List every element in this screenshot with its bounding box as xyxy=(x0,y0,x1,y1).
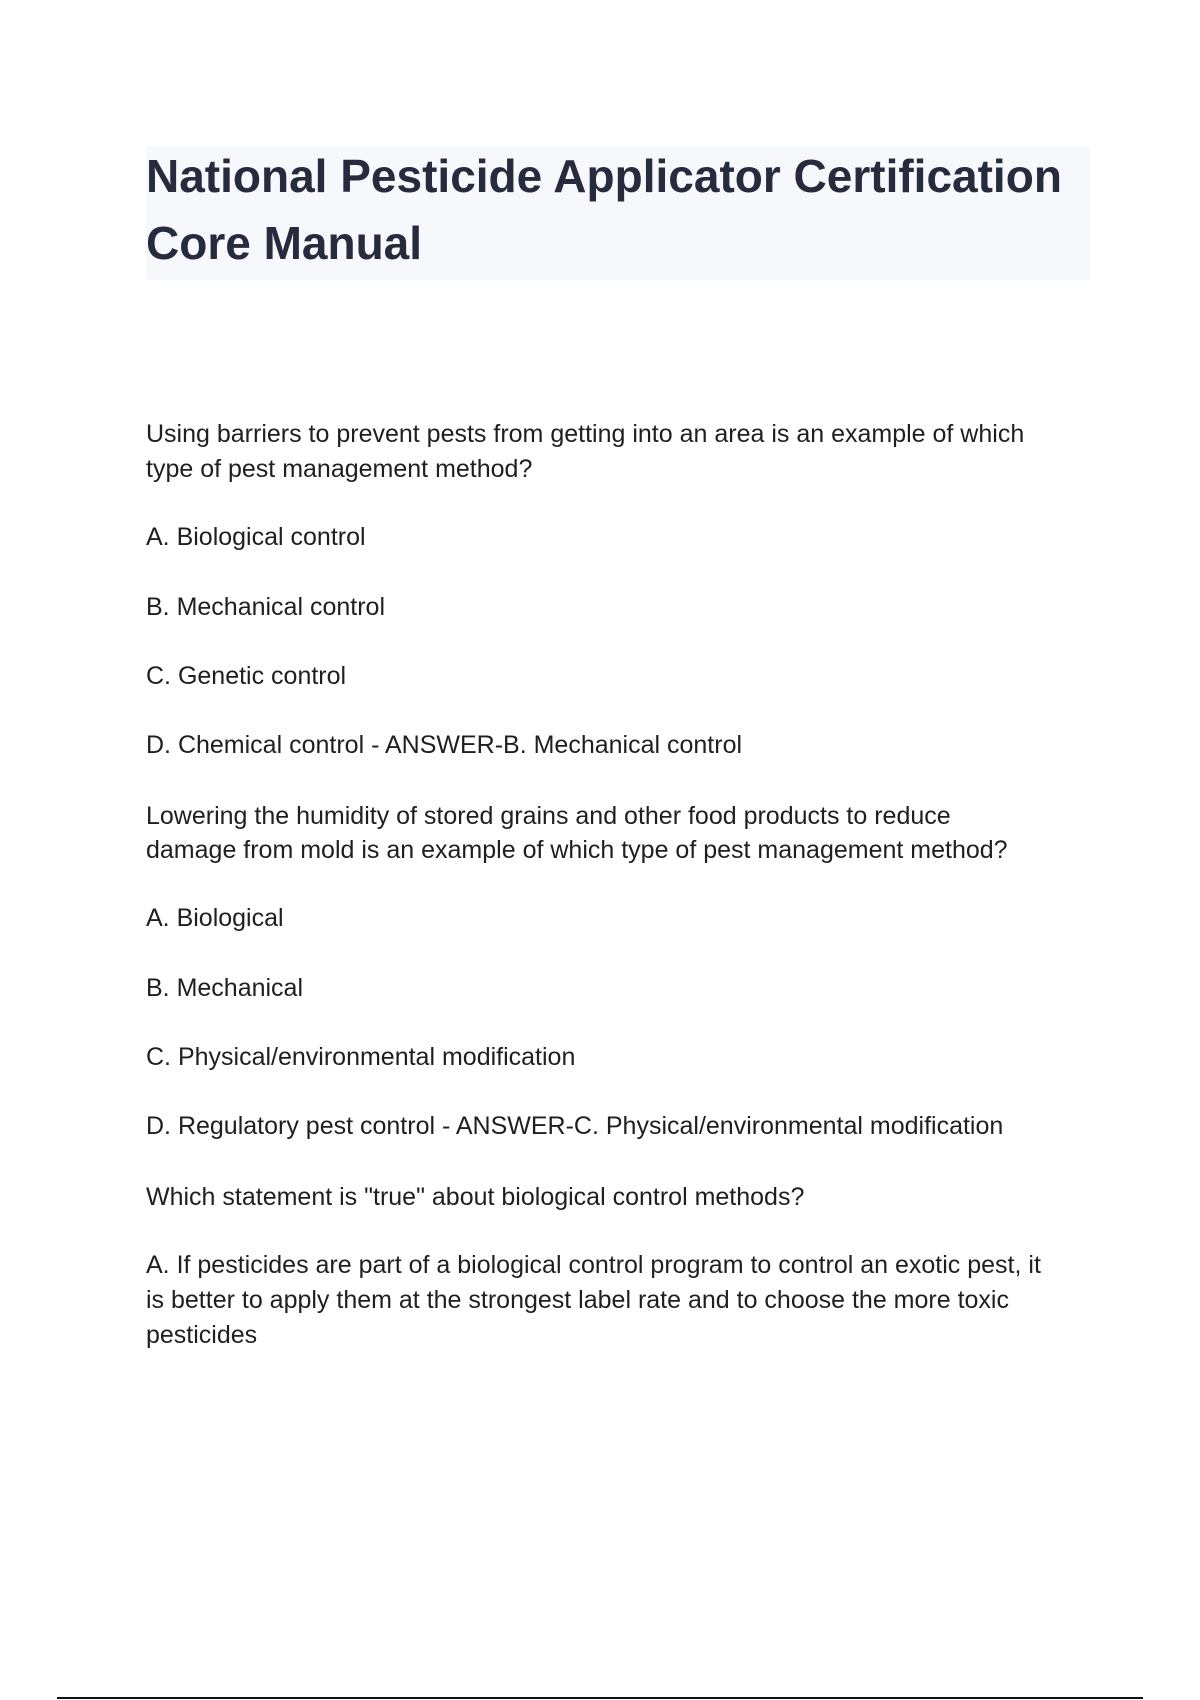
question-2-option-d-answer: D. Regulatory pest control - ANSWER-C. Physical/environmental modification xyxy=(146,1112,1004,1140)
question-2-stem-line-2: damage from mold is an example of which type of pest management method? xyxy=(146,836,1008,864)
document-title-block xyxy=(146,146,1090,280)
question-2-option-c: C. Physical/environmental modification xyxy=(146,1043,576,1071)
question-1-option-c: C. Genetic control xyxy=(146,662,347,690)
question-2-stem-line-1: Lowering the humidity of stored grains and other food products to reduce xyxy=(146,802,951,830)
question-3-stem-line-1: Which statement is "true" about biological control methods? xyxy=(146,1183,805,1211)
question-3-option-a-line-3: pesticides xyxy=(146,1321,258,1349)
question-1-stem-line-2: type of pest management method? xyxy=(146,455,533,483)
question-3-option-a-line-2: is better to apply them at the strongest label rate and to choose the more toxic xyxy=(146,1286,1009,1314)
document-title-line-1: National Pesticide Applicator Certification xyxy=(146,150,1062,202)
question-2-option-b: B. Mechanical xyxy=(146,974,304,1002)
question-1-stem-line-1: Using barriers to prevent pests from getting into an area is an example of which xyxy=(146,420,1025,448)
question-1-option-d-answer: D. Chemical control - ANSWER-B. Mechanical control xyxy=(146,731,743,759)
question-3-option-a-line-1: A. If pesticides are part of a biological control program to control an exotic pest, it xyxy=(146,1251,1041,1279)
footer-divider xyxy=(57,1697,1143,1699)
question-1-option-b: B. Mechanical control xyxy=(146,593,386,621)
question-2-option-a: A. Biological xyxy=(146,904,284,932)
document-title-line-2: Core Manual xyxy=(146,217,423,269)
question-1-option-a: A. Biological control xyxy=(146,523,366,551)
